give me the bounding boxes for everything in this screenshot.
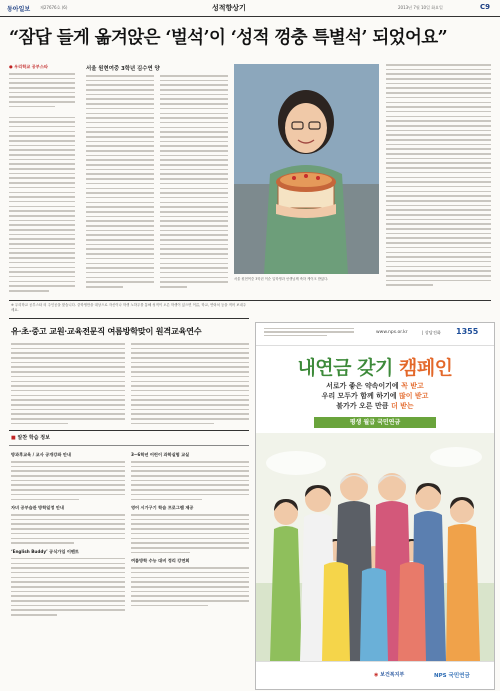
divider — [9, 430, 249, 431]
ad-top-strip — [256, 323, 494, 346]
ad-slogan-text — [264, 328, 354, 339]
info-list-col2 — [131, 452, 249, 609]
page-number: C9 — [480, 3, 491, 11]
info-item-title: 여름방학 수능 대비 정리 강연회 — [131, 558, 190, 564]
star-icon: ● — [9, 64, 13, 69]
student-with-cake-photo — [234, 64, 379, 274]
byline-label: ● 우리학교 공부스타 — [9, 64, 48, 69]
issue-date: 2013년 7월 10일 화요일 — [398, 5, 443, 10]
feature-footnote: ※ 우리학교 공부스타 의 주인공을 찾습니다. 중학생만을 대상으로 자신이나 학생 노하우를 통해 성적이 오른 학생이 있으면 이름, 학교, 연락처 등을 적어 보내주세요. — [11, 303, 247, 312]
feature-body-col2 — [160, 75, 228, 291]
headline: “잠답 들게 옮겨앉은 ‘벌석’이 ‘성적 껑충 특별석’ 되었어요” — [9, 28, 448, 48]
ad-copy-line2: 우리 모두가 함께 하기에 많이 받고 — [321, 392, 429, 400]
feature-body-col3 — [386, 64, 491, 289]
ad-website[interactable]: www.nps.or.kr — [376, 330, 408, 335]
byline-text — [9, 73, 75, 107]
paper-name: 동아일보 — [7, 6, 31, 13]
photo-caption: 서울 원현여중 3학년 이순 입학생과 선생님께 축하 케이크 받았다. — [234, 277, 329, 281]
left-body-text — [9, 117, 75, 292]
ad-title: 내연금 갖기 캠페인 — [297, 357, 453, 379]
ad-copy-line3: 불가가 오른 만큼 더 받는 — [336, 402, 414, 410]
feature-photo — [234, 64, 379, 274]
feature-subhead: 서울 원현여중 3학년 김수연 양 — [86, 66, 160, 72]
ministry-emblem-icon: ◉ — [374, 672, 379, 678]
pension-advertisement — [255, 322, 495, 690]
star-icon: ■ — [11, 435, 16, 441]
divider — [9, 300, 491, 301]
issue-number: 제27676호 (6) — [40, 5, 68, 10]
info-list-col1 — [11, 452, 125, 619]
info-section-title: ■ 알찬 학습 정보 — [11, 435, 50, 441]
info-item-title: 방과후교육 / 교사 공개강좌 안내 — [11, 452, 71, 457]
section-name: 성적향상기 — [212, 4, 246, 12]
ministry-logo: ◉ 보건복지부 — [374, 672, 405, 678]
ad-banner: 평생 월급 국민연금 — [314, 417, 436, 428]
ad-footer — [256, 661, 494, 690]
ad-phone-label: | 상담전화 — [422, 330, 441, 335]
family-photo — [256, 433, 494, 661]
info-item-title: ‘English Buddy’ 공식가입 이벤트 — [11, 548, 79, 554]
info-item-title: 영어 시가구기 학습 프로그램 제공 — [131, 505, 194, 511]
masthead — [0, 0, 500, 17]
ad-phone[interactable]: 1355 — [456, 327, 479, 336]
info-item-title: 자녀 공부습관 방학일정 안내 — [11, 505, 64, 511]
conference-body-col1 — [11, 343, 125, 427]
ad-copy — [256, 381, 494, 411]
nps-logo: NPS 국민연금 — [434, 673, 470, 679]
info-item-title: 3~6학년 어린이 과학실험 교실 — [131, 452, 190, 457]
divider — [9, 318, 249, 319]
feature-left-column — [9, 64, 75, 295]
conference-body-col2 — [131, 343, 249, 427]
feature-body-col1 — [86, 75, 154, 291]
divider — [9, 445, 249, 446]
ad-copy-line1: 서로가 좋은 약속이기에 꼭 받고 — [326, 382, 424, 390]
conference-title: 유·초·중고 교원·교육전문직 여름방학맞이 원격교육연수 — [11, 326, 202, 336]
